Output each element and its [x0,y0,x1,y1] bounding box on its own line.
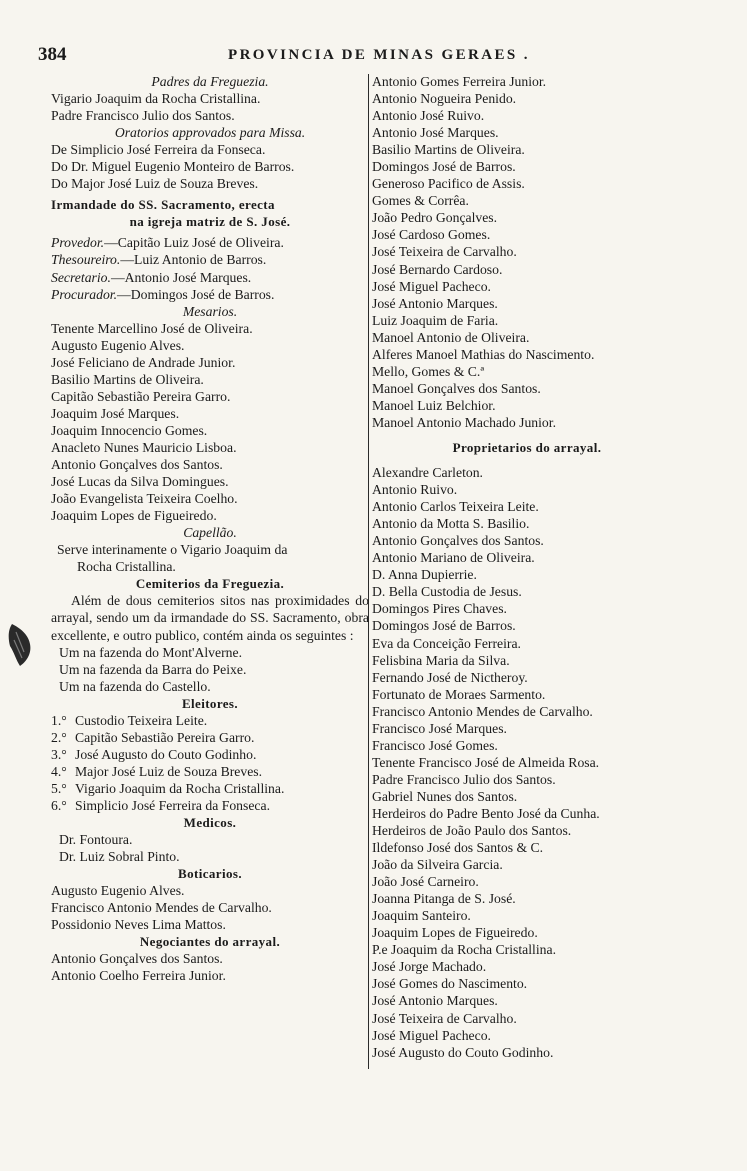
section-heading-irmandade-2: na igreja matriz de S. José. [129,214,291,230]
list-item: Manoel Antonio de Oliveira. [372,329,530,345]
section-heading-medicos: Medicos. [183,815,237,831]
list-item: Antonio Ruivo. [372,482,458,498]
section-heading-mesarios: Mesarios. [182,303,238,319]
list-item: Padre Francisco Julio dos Santos. [51,108,235,124]
list-item: Ildefonso José dos Santos & C. [372,840,544,856]
left-column [51,73,369,984]
list-item: José Miguel Pacheco. [372,278,491,294]
list-item: Tenente Marcellino José de Oliveira. [51,320,253,336]
list-item: Alferes Manoel Mathias do Nascimento. [372,346,595,362]
eleitor-number: 4.° [51,763,67,779]
list-item: Possidonio Neves Lima Mattos. [51,917,226,933]
list-item: José Jorge Machado. [372,959,487,975]
list-item: Augusto Eugenio Alves. [51,883,185,899]
list-item: Luiz Joaquim de Faria. [372,312,499,328]
section-heading-oratorios: Oratorios approvados para Missa. [114,125,306,141]
eleitor-name: José Augusto do Couto Godinho. [75,746,257,762]
list-item: Joaquim Santeiro. [372,908,471,924]
list-item: Manoel Luiz Belchior. [372,397,496,413]
cemiterios-paragraph: Além de dous cemiterios sitos nas proximidades do arrayal, sendo um da irmandade do SS. Sacramento, obra excellente, e outro publico, contém ainda os seguintes : [51,593,369,643]
list-item: Herdeiros do Padre Bento José da Cunha. [372,805,600,821]
eleitor-row [51,780,369,797]
list-item: João José Carneiro. [372,874,479,890]
list-item: Antonio Gomes Ferreira Junior. [372,74,547,89]
list-item: Francisco José Gomes. [372,737,498,753]
capellao-text-2: Rocha Cristallina. [77,559,176,575]
section-heading-eleitores: Eleitores. [181,695,239,711]
eleitor-name: Simplicio José Ferreira da Fonseca. [75,797,271,813]
list-item: Manoel Antonio Machado Junior. [372,414,556,430]
officer-name: —Capitão Luiz José de Oliveira. [104,235,284,251]
list-item: D. Anna Dupierrie. [372,567,477,583]
list-item: Francisco Antonio Mendes de Carvalho. [51,900,272,916]
list-item: Generoso Pacifico de Assis. [372,176,525,192]
right-column [372,73,682,1061]
list-item: Dr. Luiz Sobral Pinto. [59,849,180,865]
capellao-text: Serve interinamente o Vigario Joaquim da [57,542,288,558]
eleitor-number: 3.° [51,746,67,762]
list-item: José Miguel Pacheco. [372,1027,491,1043]
eleitor-row [51,763,369,780]
section-heading-padres: Padres da Freguezia. [151,74,269,89]
section-heading-irmandade: Irmandade do SS. Sacramento, erecta [51,197,275,213]
section-heading-cemiterios: Cemiterios da Freguezia. [135,576,285,592]
officer-name: —Domingos José de Barros. [117,286,275,302]
list-item: Antonio José Marques. [372,125,499,141]
list-item: Felisbina Maria da Silva. [372,652,510,668]
list-item: Antonio Gonçalves dos Santos. [51,457,223,473]
list-item: Francisco Antonio Mendes de Carvalho. [372,703,593,719]
eleitor-number: 1.° [51,712,67,728]
officer-row [51,251,369,268]
list-item: José Feliciano de Andrade Junior. [51,354,236,370]
list-item: Joaquim José Marques. [51,405,180,421]
page-header [0,42,747,70]
list-item: Padre Francisco Julio dos Santos. [372,771,556,787]
list-item: Do Major José Luiz de Souza Breves. [51,176,259,192]
list-item: Joaquim Lopes de Figueiredo. [372,925,538,941]
section-heading-proprietarios: Proprietarios do arrayal. [452,439,602,455]
list-item: José Cardoso Gomes. [372,227,491,243]
eleitor-row [51,797,369,814]
officer-name: —Antonio José Marques. [110,269,252,285]
list-item: Vigario Joaquim da Rocha Cristallina. [51,91,261,107]
eleitor-row [51,729,369,746]
list-item: José Antonio Marques. [372,295,498,311]
list-item: Joanna Pitanga de S. José. [372,891,516,907]
eleitor-row [51,746,369,763]
list-item: Antonio Gonçalves dos Santos. [372,533,544,549]
list-item: José Lucas da Silva Domingues. [51,474,229,490]
list-item: Herdeiros de João Paulo dos Santos. [372,823,572,839]
list-item: Basilio Martins de Oliveira. [372,142,525,158]
page-number: 384 [38,44,67,65]
section-heading-negociantes: Negociantes do arrayal. [139,934,281,950]
list-item: José Teixeira de Carvalho. [372,244,517,260]
running-title: PROVINCIA DE MINAS GERAES . [228,47,530,63]
list-item: Capitão Sebastião Pereira Garro. [51,388,231,404]
ink-blot-ornament [6,622,36,668]
list-item: Basilio Martins de Oliveira. [51,371,204,387]
eleitor-row [51,712,369,729]
officer-role: Provedor. [51,235,105,251]
officer-name: —Luiz Antonio de Barros. [120,252,267,268]
eleitor-number: 6.° [51,797,67,813]
list-item: Domingos Pires Chaves. [372,601,507,617]
list-item: Gomes & Corrêa. [372,193,469,209]
list-item: Antonio José Ruivo. [372,108,485,124]
list-item: Joaquim Innocencio Gomes. [51,422,208,438]
officer-row [51,234,369,251]
officer-row [51,269,369,286]
officer-role: Thesoureiro. [51,252,121,268]
list-item: Eva da Conceição Ferreira. [372,635,521,651]
list-item: Do Dr. Miguel Eugenio Monteiro de Barros. [51,159,295,175]
list-item: Augusto Eugenio Alves. [51,337,185,353]
list-item: José Antonio Marques. [372,993,498,1009]
list-item: P.e Joaquim da Rocha Cristallina. [372,942,556,958]
eleitor-number: 5.° [51,780,67,796]
eleitor-number: 2.° [51,729,67,745]
eleitor-name: Capitão Sebastião Pereira Garro. [75,729,255,745]
section-heading-boticarios: Boticarios. [178,866,242,882]
list-item: Gabriel Nunes dos Santos. [372,788,518,804]
list-item: João Evangelista Teixeira Coelho. [51,491,238,507]
list-item: Antonio da Motta S. Basilio. [372,516,530,532]
list-item: José Gomes do Nascimento. [372,976,528,992]
list-item: Francisco José Marques. [372,720,507,736]
eleitor-name: Major José Luiz de Souza Breves. [75,763,263,779]
officer-role: Procurador. [51,286,118,302]
officer-role: Secretario. [51,269,111,285]
list-item: José Augusto do Couto Godinho. [372,1044,554,1060]
list-item: Antonio Mariano de Oliveira. [372,550,535,566]
officer-row [51,286,369,303]
list-item: D. Bella Custodia de Jesus. [372,584,522,600]
list-item: Um na fazenda da Barra do Peixe. [59,661,247,677]
list-item: Dr. Fontoura. [59,832,133,848]
list-item: Manoel Gonçalves dos Santos. [372,380,541,396]
list-item: Mello, Gomes & C.ª [372,363,485,379]
list-item: Antonio Coelho Ferreira Junior. [51,968,226,984]
list-item: Domingos José de Barros. [372,618,516,634]
list-item: Joaquim Lopes de Figueiredo. [51,508,217,524]
list-item: Antonio Carlos Teixeira Leite. [372,499,539,515]
list-item: José Bernardo Cardoso. [372,261,503,277]
section-heading-capellao: Capellão. [183,525,237,541]
list-item: Fortunato de Moraes Sarmento. [372,686,546,702]
list-item: Anacleto Nunes Mauricio Lisboa. [51,439,237,455]
list-item: Alexandre Carleton. [372,465,483,481]
list-item: De Simplicio José Ferreira da Fonseca. [51,142,266,158]
list-item: Fernando José de Nictheroy. [372,669,528,685]
list-item: João da Silveira Garcia. [372,857,503,873]
list-item: Domingos José de Barros. [372,159,516,175]
list-item: Tenente Francisco José de Almeida Rosa. [372,754,600,770]
eleitor-name: Custodio Teixeira Leite. [75,712,208,728]
list-item: Um na fazenda do Mont'Alverne. [59,644,243,660]
list-item: Antonio Nogueira Penido. [372,91,517,107]
list-item: José Teixeira de Carvalho. [372,1010,517,1026]
eleitor-name: Vigario Joaquim da Rocha Cristallina. [75,780,285,796]
list-item: João Pedro Gonçalves. [372,210,498,226]
list-item: Antonio Gonçalves dos Santos. [51,951,223,967]
list-item: Um na fazenda do Castello. [59,678,211,694]
